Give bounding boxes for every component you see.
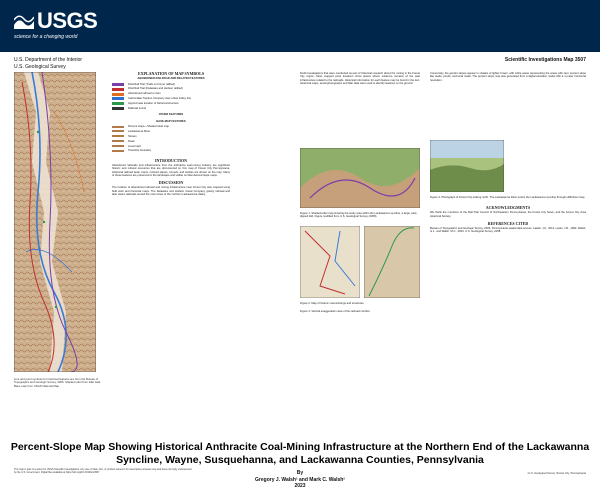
refs-title: REFERENCES CITED [487, 220, 529, 226]
base-map-swatch [112, 130, 124, 132]
legend-label: Carbondale Traction Company inter-urban trolley line [128, 97, 192, 101]
main-slope-map[interactable] [14, 72, 96, 372]
legend-swatch [112, 83, 124, 86]
figure-2-caption: Figure 2. Map of historic coal workings and structures. [300, 302, 365, 305]
figure-4-caption: Figure 4. Vertical exaggeration view of the railroad corridor. [300, 310, 371, 313]
series-number: Scientific Investigations Map 3507 [504, 57, 586, 63]
legend-items [112, 83, 230, 111]
usgs-logo-text: USGS [37, 8, 98, 33]
base-map-label: Lackawanna River [128, 129, 151, 133]
base-map-item [112, 135, 230, 138]
authors-names: Gregory J. Walsh¹ and Mark C. Walsh² [255, 476, 345, 483]
authors-by: By [296, 470, 304, 476]
figure-4-map[interactable] [364, 226, 420, 298]
usgs-header-bar [0, 0, 600, 52]
legend-item [112, 102, 230, 105]
legend-swatch [112, 93, 124, 96]
base-map-swatch [112, 150, 124, 152]
legend-column [112, 72, 230, 198]
legend-item [112, 92, 230, 95]
base-map-label: Stream [128, 134, 137, 138]
legend-label: Railroad tunnel [128, 107, 147, 111]
pub-year: 2023 [294, 483, 306, 489]
intro-text: Abandoned railroads and infrastructure from the anthracite coal-mining industry are significant historic and cultural resources that are documented on this map of Forest City Pennsylvania. Historical railroad beds, trams, inclined planes, tunnels, and trestles are shown on the map. Many of these features are preserved in the landscape and visible on lidar-derived slope maps. [112, 163, 230, 177]
map-title-line-1: Percent-Slope Map Showing Historical Anthracite Coal-Mining Infrastructure at the Northern End of the Lackawanna [10, 441, 590, 453]
base-map-swatch [112, 140, 124, 142]
base-map-label: Local road [128, 144, 141, 148]
ack-title: ACKNOWLEDGMENTS [485, 205, 531, 210]
ack-refs-column [430, 206, 586, 236]
base-map-item [112, 125, 230, 128]
historic-structure-marker[interactable] [55, 306, 57, 308]
figure-1-caption: Figure 1. Shaded-relief map showing the study area within the Lackawanna syncline, a large, east-dipped fold. Figure modified from U.S. Geological Survey (2008). [300, 212, 418, 219]
base-map-label: Percent slope—Shaded relief map [128, 124, 169, 128]
intro-title: INTRODUCTION [154, 157, 187, 163]
discussion-title: DISCUSSION [158, 180, 184, 186]
right-text: Conversely, the gentler slopes appear in shades of lighter brown, with white areas representing the areas with zero percent slope like roads, ponds, and local roads. The percent slope map was generated from a digital elevation model with a 1-meter horizontal resolution. [430, 72, 586, 82]
refs-text: Bureau of Topographic and Geologic Survey, 2006, Pennsylvania spatial data access. Lawler, J.F., 2014. Lewis, J.R., 1992. Walsh, G.J., and Walsh, M.C., 2023. U.S. Geological Survey, 2008. [430, 227, 586, 234]
legend-item [112, 83, 230, 86]
middle-text: Field investigations that were conducted as part of historical research about the mining in the Forest City region. Most mapped point locations show places where evidence remains of the past infrastructure related to the railroads. Historical information for each feature may be found in the text. Historical maps, aerial photographs and lidar data were used to identify features on the ground. [300, 72, 420, 85]
legend-swatch [112, 97, 124, 100]
base-map-swatch [112, 145, 124, 147]
ack-text: We thank the members of the Rail-Trail Council of Northeastern Pennsylvania, the Forest City News, and the Forest City Area Historical Society. [430, 211, 586, 218]
base-map-label: Road [128, 139, 135, 143]
legend-swatch [112, 107, 124, 110]
right-text-column [430, 72, 586, 84]
legend-item [112, 107, 230, 110]
map-caption: Line and point symbols for historical features are from the Bureau of Topographic and Geologic Survey, 2006. Shaded relief from lidar data. Base map from USGS National Map. [14, 377, 102, 388]
legend-label: D&H Rail Trail (Delaware and Hudson railbed) [128, 87, 183, 91]
other-features-title: OTHER FEATURES [158, 113, 184, 117]
author-affiliations: ¹U.S. Geological Survey ²Forest City, Pennsylvania [527, 472, 586, 475]
historic-structure-marker[interactable] [37, 131, 39, 133]
base-map-item [112, 130, 230, 133]
base-map-label: Township boundary [128, 149, 152, 153]
legend-label: D&H Rail Trail (Trails on former railbed) [128, 82, 175, 86]
legend-swatch [112, 102, 124, 105]
base-map-item [112, 145, 230, 148]
agency-block [14, 57, 82, 70]
usgs-logo[interactable] [14, 8, 97, 34]
discussion-text: The location of abandoned railroad and mining infrastructure near Forest City was mapped using field work and historical maps. The Delaware and Hudson Canal Company gravity railroad and later steam railroads served the coal mines of the northern Lackawanna Valley. [112, 186, 230, 197]
legend-item [112, 87, 230, 90]
legend-label: Abandoned railroad or tram [128, 92, 161, 96]
map-title-block [0, 441, 600, 467]
legend-subtitle: ABANDONED RAILROAD AND RELATED FEATURES [137, 77, 205, 81]
base-map-swatch [112, 135, 124, 137]
middle-text-column [300, 72, 420, 87]
figure-3-photo[interactable] [430, 140, 504, 192]
historic-structure-marker[interactable] [43, 221, 45, 223]
legend-swatch [112, 88, 124, 91]
legend-item [112, 97, 230, 100]
agency-line-2: U.S. Geological Survey [14, 63, 66, 70]
fine-print: This map is part of a series for USGS Scientific Investigations. Any use of trade, firm, or product names is for descriptive purposes only and does not imply endorsement by the U.S. Government. Digital files available at https://doi.org/10.3133/sim3507 [14, 468, 192, 474]
figure-1-map[interactable] [300, 148, 420, 208]
base-map-swatch [112, 126, 124, 128]
usgs-wave-icon [14, 15, 34, 29]
figure-3-caption: Figure 3. Photograph of Forest City looking north. The Lackawanna River enters the Lackawanna syncline through Hillbottom Gap. [430, 196, 586, 199]
base-map-items [112, 125, 230, 153]
legend-label: Approximate location of historical structure [128, 102, 179, 106]
figure-2-map[interactable] [300, 226, 360, 298]
base-map-title: BASE-MAP FEATURES [156, 119, 186, 123]
usgs-tagline: science for a changing world [14, 34, 78, 40]
agency-line-1: U.S. Department of the Interior [14, 57, 83, 63]
legend-title: EXPLANATION OF MAP SYMBOLS [137, 71, 205, 76]
base-map-item [112, 149, 230, 152]
map-title-line-2: Syncline, Wayne, Susquehanna, and Lackawanna Counties, Pennsylvania [116, 454, 484, 466]
base-map-item [112, 140, 230, 143]
